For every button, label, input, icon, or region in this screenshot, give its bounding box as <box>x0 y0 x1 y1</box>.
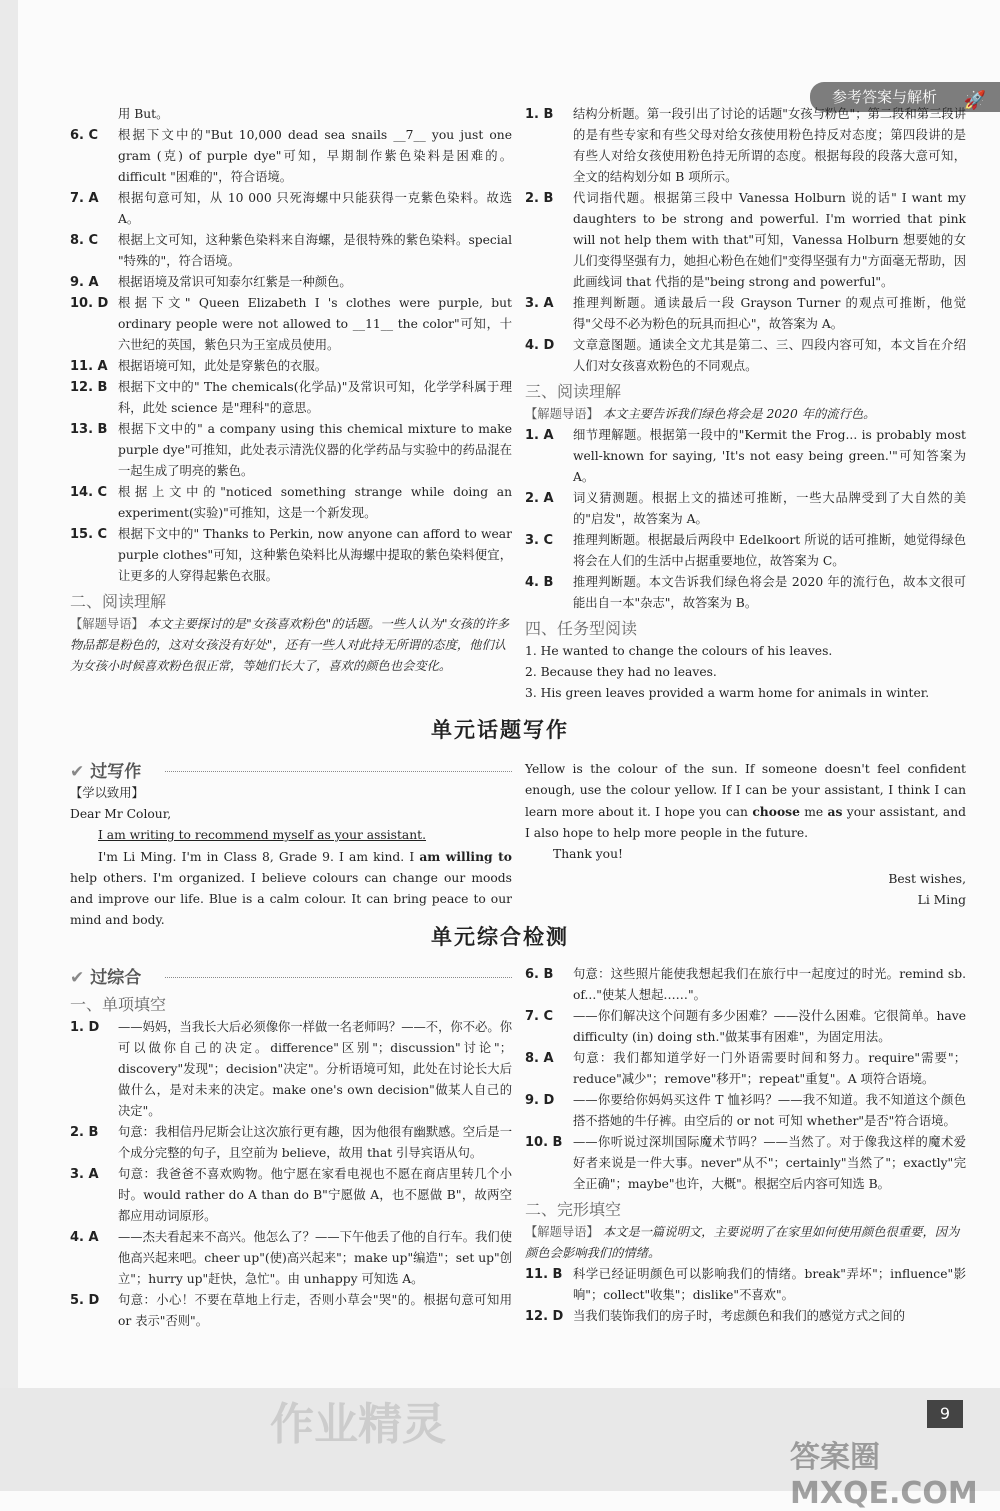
item-text: 根据下文中的" a company using this chemical mixture to make purple dye"可推知，此处表示清洗仪器的化学药品与实验中的药品混在一起生成了明亮的紫色。 <box>118 422 512 478</box>
list-item <box>525 104 966 188</box>
item-number: 12. B <box>70 380 108 395</box>
item-number: 1. A <box>525 428 554 443</box>
guide-label: 【解题导语】 <box>525 1225 599 1239</box>
item-text: 推理判断题。根据最后两段中 Edelkoort 所说的话可推断，她觉得绿色将会在人们的生活中占据重要地位，故答案为 C。 <box>573 533 966 568</box>
item-number: 7. A <box>70 191 99 206</box>
item-number <box>70 104 118 125</box>
item-text: 根据下文中的" Thanks to Perkin, now anyone can afford to wear purple clothes"可知，这种紫色染料比从海螺中提取的紫色染料便宜，让更多的人穿得起紫色衣服。 <box>118 527 512 583</box>
writing-right <box>525 759 966 911</box>
letter-closing: Best wishes, <box>888 872 966 886</box>
item-number: 5. D <box>70 1293 100 1308</box>
reading-guide <box>70 614 512 677</box>
divider <box>165 771 512 772</box>
section-heading: 二、完形填空 <box>525 1200 622 1219</box>
list-item <box>525 572 966 614</box>
item-text: 句意：小心！不要在草地上行走，否则小草会"哭"的。根据句意可知用 or 表示"否则"。 <box>118 1293 512 1328</box>
task-answer: 3. His green leaves provided a warm home for animals in winter. <box>525 686 930 700</box>
reading-guide <box>525 1222 966 1264</box>
item-number: 8. A <box>525 1051 554 1066</box>
list-item <box>70 1017 512 1122</box>
list-item <box>525 1048 966 1090</box>
watermark-logo: 答案圈 MXQE.COM <box>790 1440 978 1511</box>
text-run: help others. I'm organized. I believe colours can change our moods and improve our life. Blue is a calm colour. It can bring peace to our mind and body. <box>70 871 512 927</box>
list-item <box>70 272 512 293</box>
list-item <box>70 524 512 587</box>
item-text: 句意：我相信丹尼斯会让这次旅行更有趣，因为他很有幽默感。空后是一个成分完整的句子，且空前为 believe，故用 that 引导宾语从句。 <box>118 1125 512 1160</box>
list-item <box>525 188 966 293</box>
item-number: 1. D <box>70 1020 100 1035</box>
watermark: 作业精灵 <box>270 1399 446 1450</box>
page-edge <box>0 0 18 1491</box>
item-number: 3. C <box>525 533 554 548</box>
item-number: 6. B <box>525 967 554 982</box>
item-number: 4. B <box>525 575 554 590</box>
right-answers <box>525 104 966 704</box>
guide-text: 本文主要探讨的是"女孩喜欢粉色"的话题。一些人认为"女孩的许多物品都是粉色的，这对女孩没有好处"，还有一些人对此持无所谓的态度，他们认为女孩小时候喜欢粉色很正常，等她们长大了，喜欢的颜色也会变化。 <box>70 617 510 673</box>
list-item <box>70 293 512 356</box>
check-icon: ✔ <box>70 762 85 782</box>
test-title: 单元综合检测 <box>431 925 569 949</box>
reading-guide <box>525 404 966 425</box>
test-right <box>525 964 966 1327</box>
list-item <box>525 425 966 488</box>
item-number: 14. C <box>70 485 108 500</box>
list-item <box>70 104 512 125</box>
test-left <box>70 990 512 1332</box>
item-text: ——你们解决这个问题有多少困难？——没什么困难。它很简单。have difficulty (in) doing sth."做某事有困难"，为固定用法。 <box>573 1009 966 1044</box>
item-number: 9. A <box>70 275 99 290</box>
item-number: 13. B <box>70 422 108 437</box>
letter-thanks: Thank you! <box>553 847 623 861</box>
item-number: 7. C <box>525 1009 554 1024</box>
list-item <box>70 188 512 230</box>
left-answers <box>70 104 512 677</box>
item-number: 2. A <box>525 491 554 506</box>
letter-greeting: Dear Mr Colour, <box>70 807 172 821</box>
item-text: 根据下文中的" The chemicals(化学品)"及常识可知，化学学科属于理科，此处 science 是"理科"的意思。 <box>118 380 512 415</box>
item-number: 2. B <box>70 1125 99 1140</box>
guide-label: 【解题导语】 <box>525 407 599 421</box>
writing-left <box>70 783 512 931</box>
item-text: 代词指代题。根据第三段中 Vanessa Holburn 说的话" I want my daughters to be strong and powerful. I'm worried that pink will not help them with that"可知，Vanessa Holburn 想要她的女儿们变得坚强有力，她担心粉色在她们"变得坚强有力"方面毫无帮助，因此画线词 that 代指的是"being strong and powerful"。 <box>573 191 966 289</box>
text-run: Yellow is the colour of the sun. If someone doesn't feel confident enough, use the colour yellow. If I can be your assistant, I think I can learn more about it. I hope you can <box>525 762 966 819</box>
item-text: 用 But。 <box>118 107 169 121</box>
item-number: 11. B <box>525 1267 563 1282</box>
section-heading: 二、阅读理解 <box>70 592 167 611</box>
item-text: 句意：我爸爸不喜欢购物。他宁愿在家看电视也不愿在商店里转几个小时。would rather do A than do B"宁愿做 A，也不愿做 B"，故两空都应用动词原形。 <box>118 1167 512 1223</box>
item-text: 根据上文可知，这种紫色染料来自海螺，是很特殊的紫色染料。special "特殊的"，符合语境。 <box>118 233 512 268</box>
divider <box>165 977 512 978</box>
item-text: 词义猜测题。根据上文的描述可推断，一些大品牌受到了大自然的美的"启发"，故答案为 A。 <box>573 491 966 526</box>
letter-intro: I am writing to recommend myself as your assistant. <box>98 828 427 842</box>
item-text: 根据上文中的"noticed something strange while doing an experiment(实验)"可推知，这是一个新发现。 <box>118 485 512 520</box>
section-heading: 四、任务型阅读 <box>525 619 638 638</box>
list-item <box>525 1132 966 1195</box>
text-run: your assistant, and I also hope to help more people in the future. <box>525 805 966 840</box>
item-number: 15. C <box>70 527 108 542</box>
text-run-bold: am willing to <box>419 849 512 864</box>
list-item <box>70 1290 512 1332</box>
section-heading: 一、单项填空 <box>70 995 167 1014</box>
list-item <box>70 1164 512 1227</box>
item-text: ——妈妈，当我长大后必须像你一样做一名老师吗？——不，你不必。你可以做你自己的决定。difference"区别"；discussion"讨论"；discovery"发现"；decision"决定"。分析语境可知，此处在讨论长大后做什么，是对未来的决定。make one's own decision"做某人自己的决定"。 <box>118 1020 512 1118</box>
item-text: ——你听说过深圳国际魔术节吗？——当然了。对于像我这样的魔术爱好者来说是一件大事。never"从不"；certainly"当然了"；exactly"完全正确"；maybe"也许，大概"。根据空后内容可知选 B。 <box>573 1135 966 1191</box>
item-number: 1. B <box>525 107 554 122</box>
item-text: 句意：这些照片能使我想起我们在旅行中一起度过的时光。remind sb. of..."使某人想起……"。 <box>573 967 966 1002</box>
item-number: 4. D <box>525 338 555 353</box>
list-item <box>525 964 966 1006</box>
task-answer: 2. Because they had no leaves. <box>525 665 717 679</box>
item-number: 4. A <box>70 1230 99 1245</box>
item-number: 8. C <box>70 233 99 248</box>
header-title: 参考答案与解析 <box>832 88 938 106</box>
list-item <box>525 488 966 530</box>
text-run-bold: choose <box>752 804 800 819</box>
list-item <box>70 1227 512 1290</box>
list-item <box>70 1122 512 1164</box>
item-number: 12. D <box>525 1309 564 1324</box>
item-number: 11. A <box>70 359 108 374</box>
list-item <box>525 1264 966 1306</box>
item-text: 根据语境及常识可知泰尔红紫是一种颜色。 <box>118 275 352 289</box>
writing-tag: 【学以致用】 <box>70 786 144 800</box>
letter-paragraph <box>525 759 966 844</box>
item-text: ——杰夫看起来不高兴。他怎么了？——下午他丢了他的自行车。我们使他高兴起来吧。cheer up"(使)高兴起来"；make up"编造"；set up"创立"；hurry up"赶快，急忙"。由 unhappy 可知选 A。 <box>118 1230 512 1286</box>
guide-text: 本文是一篇说明文，主要说明了在家里如何使用颜色很重要，因为颜色会影响我们的情绪。 <box>525 1225 960 1260</box>
rocket-icon: 🚀 <box>963 90 986 111</box>
list-item <box>525 1090 966 1132</box>
letter-signature: Li Ming <box>917 893 966 907</box>
item-number: 10. D <box>70 296 109 311</box>
item-text: 推理判断题。通读最后一段 Grayson Turner 的观点可推断，他觉得"父母不必为粉色的玩具而担心"，故答案为 A。 <box>573 296 966 331</box>
item-text: 根据句意可知，从 10 000 只死海螺中只能获得一克紫色染料。故选 A。 <box>118 191 512 226</box>
list-item <box>525 1006 966 1048</box>
task-answer: 1. He wanted to change the colours of his leaves. <box>525 644 833 658</box>
list-item <box>525 293 966 335</box>
test-bar <box>70 963 512 989</box>
list-item <box>525 335 966 377</box>
item-text: 细节理解题。根据第一段中的"Kermit the Frog... is probably most well-known for saying, 'It's not easy being green.'"可知答案为 A。 <box>573 428 966 484</box>
item-text: 根据下文中的"But 10,000 dead sea snails __7__ you just one gram (克) of purple dye"可知，早期制作紫色染料是困难的。difficult "困难的"，符合语境。 <box>118 128 512 184</box>
list-item <box>70 230 512 272</box>
text-run-bold: as <box>827 804 843 819</box>
item-text: 根据下文" Queen Elizabeth I 's clothes were purple, but ordinary people were not allowed to __11__ the color"可知，十六世纪的英国，紫色只为王室成员使用。 <box>118 296 512 352</box>
writing-bar <box>70 757 512 783</box>
item-number: 6. C <box>70 128 99 143</box>
item-number: 9. D <box>525 1093 555 1108</box>
section-heading: 三、阅读理解 <box>525 382 622 401</box>
guide-label: 【解题导语】 <box>70 617 144 631</box>
list-item <box>70 419 512 482</box>
letter-paragraph <box>70 846 512 931</box>
bar-label: 过综合 <box>90 968 142 988</box>
guide-text: 本文主要告诉我们绿色将会是 2020 年的流行色。 <box>602 407 876 421</box>
item-text: 科学已经证明颜色可以影响我们的情绪。break"弄坏"；influence"影响"；collect"收集"；dislike"不喜欢"。 <box>573 1267 966 1302</box>
list-item <box>525 1306 966 1327</box>
item-text: 结构分析题。第一段引出了讨论的话题"女孩与粉色"；第二段和第三段讲的是有些专家和有些父母对给女孩使用粉色持反对态度；第四段讲的是有些人对给女孩使用粉色持无所谓的态度。根据每段的段落大意可知，全文的结构划分如 B 项所示。 <box>573 107 966 184</box>
check-icon: ✔ <box>70 968 85 988</box>
bar-label: 过写作 <box>90 762 142 782</box>
item-number: 3. A <box>70 1167 99 1182</box>
list-item <box>70 356 512 377</box>
item-text: 文章意图题。通读全文尤其是第二、三、四段内容可知，本文旨在介绍人们对女孩喜欢粉色的不同观点。 <box>573 338 966 373</box>
text-run: me <box>799 805 828 819</box>
item-number: 3. A <box>525 296 554 311</box>
list-item <box>70 482 512 524</box>
item-text: ——你要给你妈妈买这件 T 恤衫吗？——我不知道。我不知道这个颜色搭不搭她的牛仔裤。由空后的 or not 可知 whether"是否"符合语境。 <box>573 1093 966 1128</box>
text-run: I'm Li Ming. I'm in Class 8, Grade 9. I am kind. I <box>98 850 420 864</box>
item-number: 2. B <box>525 191 554 206</box>
page-number: 9 <box>927 1400 963 1428</box>
writing-title: 单元话题写作 <box>431 718 569 742</box>
list-item <box>70 125 512 188</box>
item-text: 根据语境可知，此处是穿紫色的衣服。 <box>118 359 328 373</box>
item-text: 当我们装饰我们的房子时，考虑颜色和我们的感觉方式之间的 <box>573 1309 906 1323</box>
list-item <box>525 530 966 572</box>
item-number: 10. B <box>525 1135 563 1150</box>
list-item <box>70 377 512 419</box>
item-text: 句意：我们都知道学好一门外语需要时间和努力。require"需要"；reduce"减少"；remove"移开"；repeat"重复"。A 项符合语境。 <box>573 1051 966 1086</box>
item-text: 推理判断题。本文告诉我们绿色将会是 2020 年的流行色，故本文很可能出自一本"杂志"，故答案为 B。 <box>573 575 966 610</box>
